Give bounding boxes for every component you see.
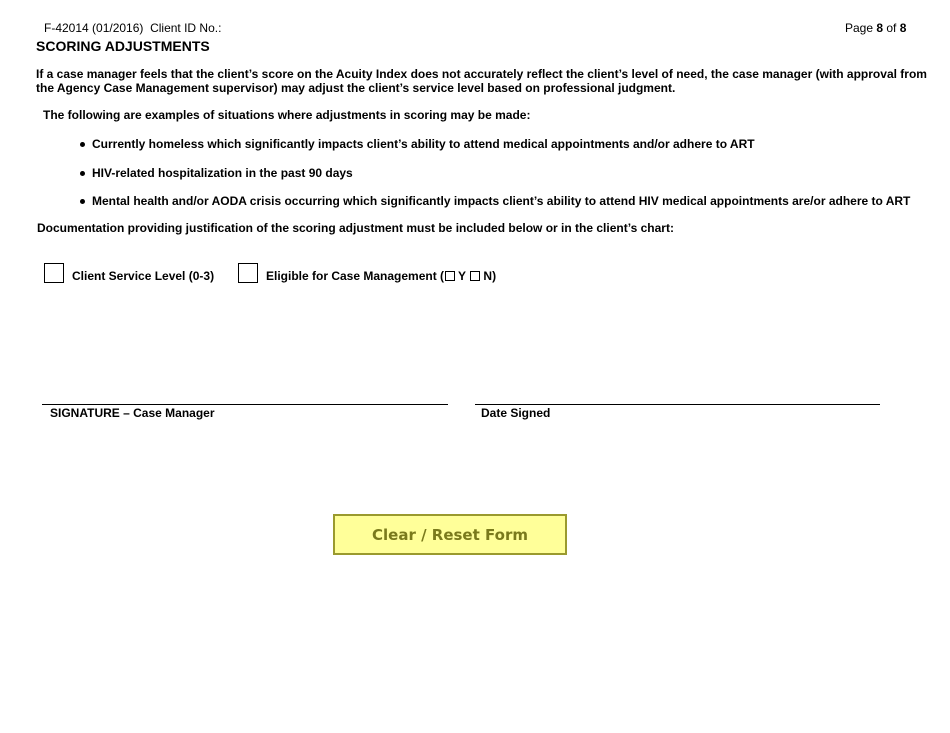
examples-list — [78, 137, 910, 223]
yes-label: Y — [458, 269, 467, 283]
list-item: Mental health and/or AODA crisis occurring which significantly impacts client’s ability to attend HIV medical appointments are/or adhere to ART — [78, 194, 910, 223]
signature-line[interactable] — [42, 404, 448, 405]
page-prefix: Page — [845, 21, 877, 35]
yes-checkbox[interactable] — [445, 271, 455, 281]
date-signed-line[interactable] — [475, 404, 880, 405]
client-id-label: Client ID No.: — [150, 21, 222, 35]
page-of: of — [883, 21, 900, 35]
service-level-label: Client Service Level (0-3) — [72, 269, 215, 283]
form-header-id — [44, 21, 221, 35]
examples-intro: The following are examples of situations where adjustments in scoring may be made: — [43, 108, 531, 122]
no-label: N) — [483, 269, 497, 283]
form-number: F-42014 (01/2016) — [44, 21, 144, 35]
date-signed-label: Date Signed — [481, 406, 551, 420]
page-total: 8 — [899, 21, 907, 35]
eligible-prefix: Eligible for Case Management ( — [266, 269, 445, 283]
page-current: 8 — [876, 21, 884, 35]
eligible-input[interactable] — [238, 263, 258, 283]
section-title: SCORING ADJUSTMENTS — [36, 38, 210, 54]
documentation-label: Documentation providing justification of the scoring adjustment must be included below or in the client’s chart: — [37, 221, 674, 235]
list-item: HIV-related hospitalization in the past 90 days — [78, 166, 910, 195]
no-checkbox[interactable] — [470, 271, 480, 281]
eligible-label — [266, 269, 496, 283]
intro-paragraph: If a case manager feels that the client’s score on the Acuity Index does not accurately reflect the client’s level of need, the case manager (with approval from the Agency Case Management supervisor) may adjust the client’s service level based on professional judgment. — [36, 67, 927, 95]
list-item: Currently homeless which significantly impacts client’s ability to attend medical appointments and/or adhere to ART — [78, 137, 910, 166]
client-id-field[interactable] — [205, 19, 395, 35]
clear-reset-button[interactable]: Clear / Reset Form — [333, 514, 567, 555]
signature-label: SIGNATURE – Case Manager — [50, 406, 215, 420]
page-number — [845, 21, 906, 35]
service-level-input[interactable] — [44, 263, 64, 283]
